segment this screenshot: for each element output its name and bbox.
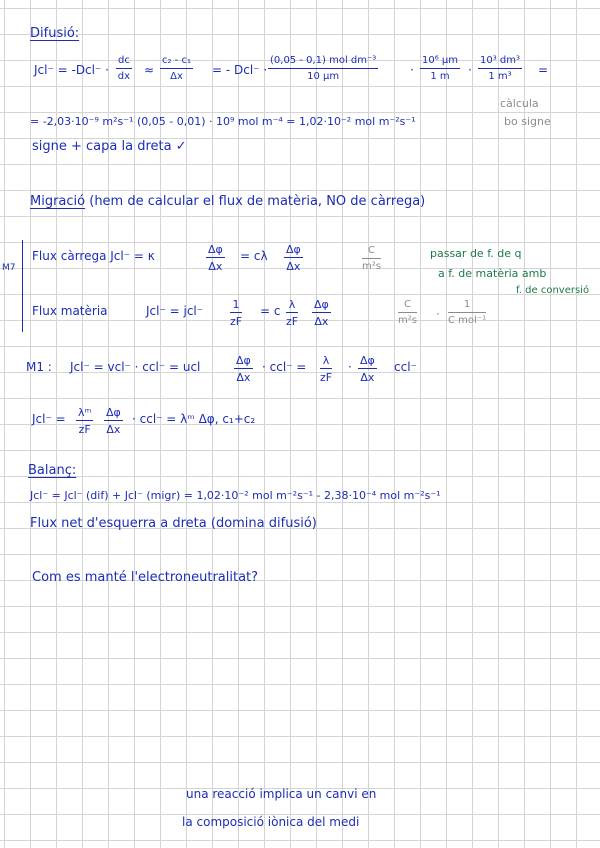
- fraction-dphi-dx-jcl: [104, 407, 123, 435]
- fraction-numerator: (0,05 - 0,1) mol dm⁻³: [268, 56, 378, 69]
- eq1-dot-1: ·: [410, 63, 414, 77]
- eq1-approx: ≈: [144, 63, 155, 77]
- m1-tail: ccl⁻: [394, 360, 417, 374]
- footer-line-2: la composició iònica del medi: [182, 815, 360, 829]
- green-note-3: f. de conversió: [516, 285, 590, 296]
- fraction-denominator: Δx: [170, 71, 183, 82]
- fraction-denominator: zF: [320, 371, 333, 384]
- heading-migracio-note: (hem de calcular el flux de matèria, NO de càrrega): [89, 194, 426, 209]
- fraction-denominator: m²s: [362, 261, 381, 272]
- m1-lhs: Jcl⁻ = vcl⁻ · ccl⁻ = ucl: [70, 360, 201, 374]
- heading-balanc: Balanç:: [28, 463, 77, 478]
- green-note-1: passar de f. de q: [430, 247, 522, 260]
- fraction-dphi-dx-2: [284, 244, 303, 272]
- units-c-m2s-2: [398, 300, 417, 326]
- fraction-numerator: c₂ - c₁: [160, 56, 193, 69]
- fraction-denominator: 10 μm: [307, 71, 340, 82]
- fraction-1-zf: [230, 299, 242, 327]
- fraction-dphi-dx-m1b: [358, 355, 377, 383]
- balanc-question: Com es manté l'electroneutralitat?: [32, 570, 259, 585]
- fraction-numerator: Δφ: [360, 354, 375, 367]
- eq1-mid: = - Dcl⁻ ·: [212, 63, 268, 77]
- fraction-numerator: C: [398, 300, 417, 313]
- bracket: [22, 240, 23, 332]
- fraction-denominator: Δx: [314, 315, 329, 328]
- flux-carrega-lhs: Flux càrrega Jcl⁻ = κ: [32, 249, 155, 263]
- fraction-denominator: dx: [117, 71, 131, 82]
- fraction-denominator: 1 m³: [488, 71, 512, 82]
- fraction-lambda-zf: [286, 299, 298, 327]
- flux-materia-label: Flux matèria: [32, 304, 108, 318]
- eq1-lhs: Jcl⁻ = -Dcl⁻ ·: [34, 63, 109, 77]
- fraction-numerator: Δφ: [314, 298, 329, 311]
- heading-migracio-row: [30, 195, 425, 208]
- fraction-numerator: 10⁶ μm: [420, 56, 460, 69]
- units-1-cmol: [448, 300, 486, 326]
- fraction-denominator: zF: [286, 315, 299, 328]
- jcl-lhs: Jcl⁻ =: [32, 412, 66, 426]
- m1-mid: · ccl⁻ =: [262, 360, 307, 374]
- eq2: = -2,03·10⁻⁹ m²s⁻¹ (0,05 - 0,01) · 10⁹ mol m⁻⁴ = 1,02·10⁻² mol m⁻²s⁻¹: [30, 115, 416, 128]
- flux-materia-eq: Jcl⁻ = jcl⁻: [146, 304, 204, 318]
- margin-label-m7: M7: [2, 263, 16, 273]
- gray-note-signe: bo signe: [504, 115, 551, 128]
- fraction-numerator: Δφ: [236, 354, 251, 367]
- fraction-dphi-dx-1: [206, 244, 225, 272]
- fraction-denominator: zF: [78, 423, 91, 436]
- eq1-dot-2: ·: [468, 63, 472, 77]
- fraction-c2-c1: [160, 56, 193, 82]
- fraction-numerator: 10³ dm³: [478, 56, 522, 69]
- heading-migracio: Migració: [30, 194, 86, 209]
- fraction-dphi-dx-3: [312, 299, 331, 327]
- fraction-dm3-m3: [478, 56, 522, 82]
- fraction-denominator: zF: [230, 315, 243, 328]
- fraction-numerator: λ: [320, 355, 332, 369]
- jcl-mid: · ccl⁻ = λᵐ Δφ, c₁+c₂: [132, 412, 256, 426]
- fraction-numerator: 1: [448, 300, 486, 313]
- fraction-numerator: dc: [116, 56, 132, 69]
- m1-label: M1 :: [26, 360, 52, 374]
- fraction-denominator: Δx: [286, 260, 301, 273]
- footer-line-1: una reacció implica un canvi en: [186, 787, 377, 801]
- fraction-denominator: 1 m: [430, 71, 450, 82]
- fraction-denominator: m²s: [398, 315, 417, 326]
- fraction-lambda-zf-m1: [320, 355, 332, 383]
- fraction-um-m: [420, 56, 460, 82]
- fraction-denominator: Δx: [106, 423, 121, 436]
- flux-carrega-mid: = cλ: [240, 249, 268, 263]
- fraction-dphi-dx-m1a: [234, 355, 253, 383]
- fraction-numerator: Δφ: [286, 243, 301, 256]
- eq1-tail: =: [538, 63, 549, 77]
- fraction-numerator: λ: [286, 299, 298, 313]
- sign-note: signe + capa la dreta ✓: [32, 139, 187, 154]
- fraction-denominator: C mol⁻¹: [448, 315, 487, 326]
- flux-materia-mid: = c: [260, 304, 281, 318]
- m1-dot: ·: [348, 360, 352, 374]
- gray-note-calcula: càlcula: [500, 97, 539, 110]
- fraction-denominator: Δx: [208, 260, 223, 273]
- fraction-numerator: Δφ: [208, 243, 223, 256]
- fraction-lambdam-zf: [76, 407, 93, 435]
- green-note-2: a f. de matèria amb: [438, 267, 547, 280]
- heading-difusio: Difusió:: [30, 26, 80, 41]
- units-dot: ·: [436, 307, 440, 321]
- balanc-eq: Jcl⁻ = Jcl⁻ (dif) + Jcl⁻ (migr) = 1,02·10⁻² mol m⁻²s⁻¹ - 2,38·10⁻⁴ mol m⁻²s⁻¹: [30, 489, 441, 502]
- fraction-denominator: Δx: [236, 371, 251, 384]
- fraction-numerator: λᵐ: [78, 406, 92, 419]
- fraction-numerator: Δφ: [106, 406, 121, 419]
- fraction-dc-dx: [116, 56, 132, 82]
- balanc-net: Flux net d'esquerra a dreta (domina difusió): [30, 516, 317, 531]
- units-c-m2s: [362, 246, 381, 272]
- fraction-denominator: Δx: [360, 371, 375, 384]
- fraction-concentration: [268, 56, 378, 82]
- fraction-numerator: C: [362, 246, 381, 259]
- fraction-numerator: 1: [230, 299, 242, 313]
